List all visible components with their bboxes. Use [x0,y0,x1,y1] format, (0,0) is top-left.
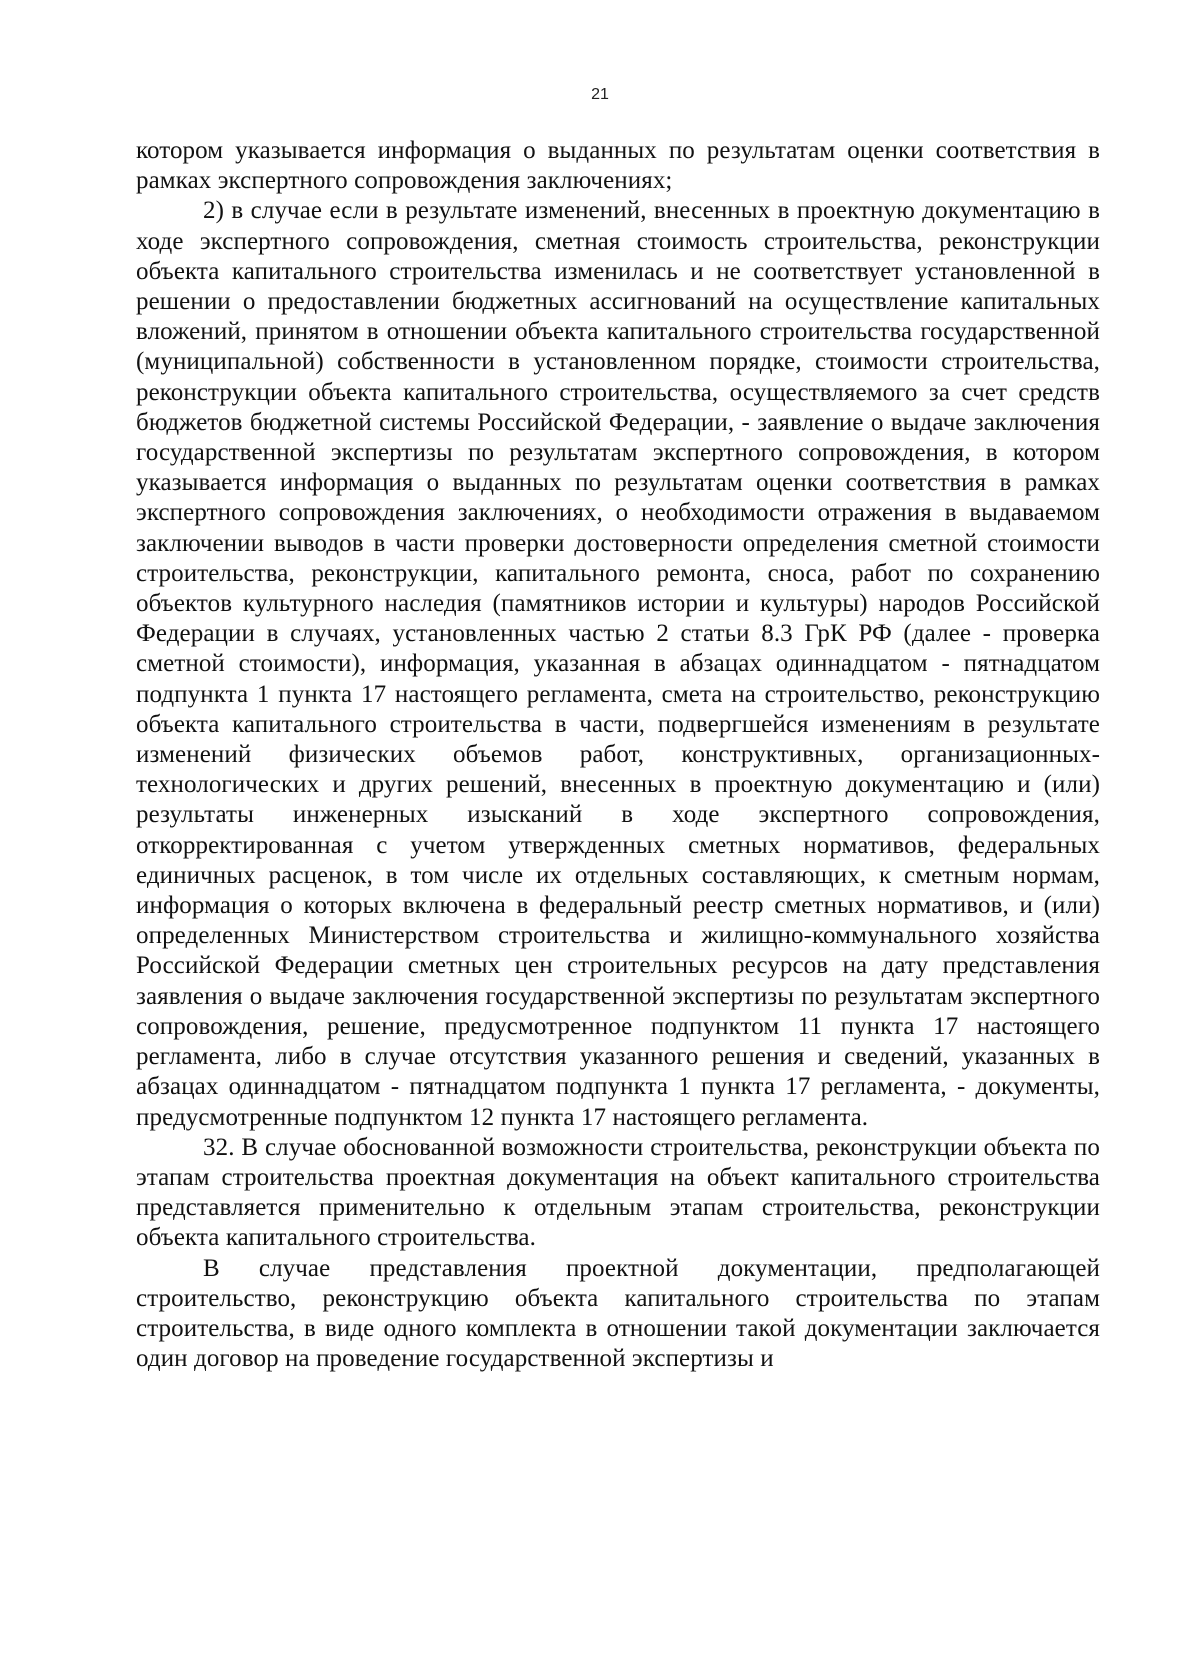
page-number: 21 [591,86,609,103]
document-body [136,136,1100,1374]
paragraph-item-2: 2) в случае если в результате изменений, внесенных в проектную документацию в ходе экспертного сопровождения, сметная стоимость строительства, реконструкции объекта капитального строительства изменилась и не соответствует установленной в решении о предоставлении бюджетных ассигнований на осуществление капитальных вложений, принятом в отношении объекта капитального строительства государственной (муниципальной) собственности в установленном порядке, стоимости строительства, реконструкции объекта капитального строительства, осуществляемого за счет средств бюджетов бюджетной системы Российской Федерации, - заявление о выдаче заключения государственной экспертизы по результатам экспертного сопровождения, в котором указывается информация о выданных по результатам оценки соответствия в рамках экспертного сопровождения заключениях, о необходимости отражения в выдаваемом заключении выводов в части проверки достоверности определения сметной стоимости строительства, реконструкции, капитального ремонта, сноса, работ по сохранению объектов культурного наследия (памятников истории и культуры) народов Российской Федерации в случаях, установленных частью 2 статьи 8.3 ГрК РФ (далее - проверка сметной стоимости), информация, указанная в абзацах одиннадцатом - пятнадцатом подпункта 1 пункта 17 настоящего регламента, смета на строительство, реконструкцию объекта капитального строительства в части, подвергшейся изменениям в результате изменений физических объемов работ, конструктивных, организационных-технологических и других решений, внесенных в проектную документацию и (или) результаты инженерных изысканий в ходе экспертного сопровождения, откорректированная с учетом утвержденных сметных нормативов, федеральных единичных расценок, в том числе их отдельных составляющих, к сметным нормам, информация о которых включена в федеральный реестр сметных нормативов, и (или) определенных Министерством строительства и жилищно-коммунального хозяйства Российской Федерации сметных цен строительных ресурсов на дату представления заявления о выдаче заключения государственной экспертизы по результатам экспертного сопровождения, решение, предусмотренное подпунктом 11 пункта 17 настоящего регламента, либо в случае отсутствия указанного решения и сведений, указанных в абзацах одиннадцатом - пятнадцатом подпункта 1 пункта 17 регламента, - документы, предусмотренные подпунктом 12 пункта 17 настоящего регламента. [136,197,1100,1131]
paragraph-clause-32: 32. В случае обоснованной возможности строительства, реконструкции объекта по этапам строительства проектная документация на объект капитального строительства представляется применительно к отдельным этапам строительства, реконструкции объекта капитального строительства. [136,1133,1100,1252]
paragraph-clause-32-continued: В случае представления проектной документации, предполагающей строительство, реконструкцию объекта капитального строительства по этапам строительства, в виде одного комплекта в отношении такой документации заключается один договор на проведение государственной экспертизы и [136,1254,1100,1373]
paragraph-continuation: котором указывается информация о выданных по результатам оценки соответствия в рамках экспертного сопровождения заключениях; [136,137,1100,195]
